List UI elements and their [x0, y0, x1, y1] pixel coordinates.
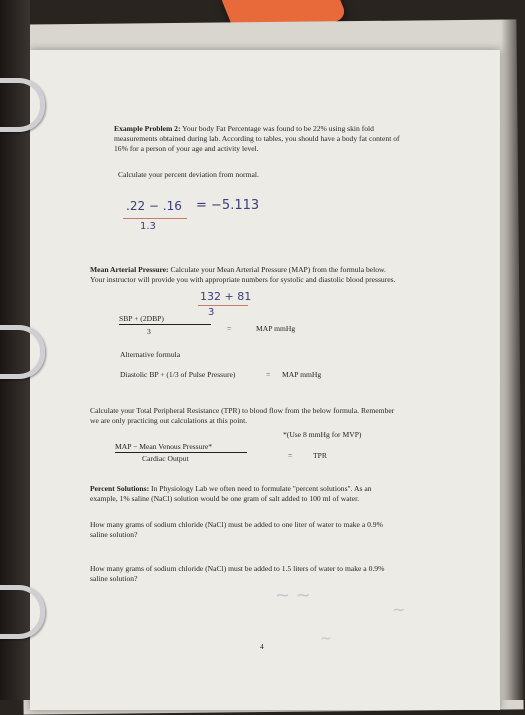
bleed-through-mark: ~ [320, 631, 332, 647]
map-paragraph [90, 265, 470, 285]
tpr-text-2: we are only practicing out calculations at this point. [90, 415, 248, 425]
example-problem-text-1: Your body Fat Percentage was found to be 22% using skin fold [180, 124, 374, 133]
bleed-through-mark: ~ ~ [275, 585, 311, 606]
map-result: MAP mmHg [256, 324, 296, 333]
percent-solutions-text-2: example, 1% saline (NaCl) solution would be one gram of salt added to 100 ml of water. [90, 493, 360, 503]
hand-denominator: 1.3 [140, 221, 156, 232]
map-label: Mean Arterial Pressure: [90, 265, 169, 274]
hand-result: = −5.113 [196, 198, 260, 213]
alt-formula: Diastolic BP + (1/3 of Pulse Pressure) [120, 370, 236, 379]
question-one-line-1: How many grams of sodium chloride (NaCl) must be added to one liter of water to make a 0.9% [90, 520, 383, 529]
page-number: 4 [260, 642, 264, 651]
example-problem-text-3: 16% for a person of your age and activity level. [114, 143, 259, 153]
question-two-line-2: saline solution? [90, 573, 138, 583]
example-problem-label: Example Problem 2: [114, 124, 181, 133]
right-edge-shadow [501, 0, 525, 700]
question-one-line-2: saline solution? [90, 529, 138, 539]
tpr-formula-numerator: MAP − Mean Venous Pressure* [115, 442, 247, 453]
map-formula-denominator: 3 [147, 327, 151, 336]
hand-bp-values: 132 + 81 [200, 290, 252, 303]
tpr-paragraph [90, 406, 470, 426]
percent-solutions-paragraph [90, 484, 470, 504]
bleed-through-mark: ~ [392, 600, 406, 619]
mvp-note: *(Use 8 mmHg for MVP) [283, 430, 362, 439]
hand-numerator: .22 − .16 [126, 199, 182, 213]
percent-solutions-text-1: In Physiology Lab we often need to formulate "percent solutions". As an [149, 484, 372, 493]
question-one [90, 520, 470, 540]
worksheet-page [30, 50, 500, 710]
alt-formula-label: Alternative formula [120, 350, 181, 359]
alt-equals: = [266, 370, 271, 379]
tpr-text-1: Calculate your Total Peripheral Resistance (TPR) to blood flow from the below formula. Remember [90, 406, 395, 415]
worksheet-content [30, 50, 500, 710]
example-problem-text-2: measurements obtained during lab. According to tables, you should have a body fat content of [114, 133, 400, 143]
hand-three: 3 [208, 307, 215, 318]
map-formula-numerator: SBP + (2DBP) [119, 314, 211, 325]
alt-result: MAP mmHg [282, 370, 322, 379]
tpr-formula-denominator: Cardiac Output [142, 454, 189, 463]
map-text-1: Calculate your Mean Arterial Pressure (MAP) from the formula below. [168, 265, 386, 274]
tpr-result: TPR [313, 451, 327, 460]
hand-bp-underline [198, 305, 248, 306]
percent-solutions-label: Percent Solutions: [90, 484, 150, 493]
question-two-line-1: How many grams of sodium chloride (NaCl) must be added to 1.5 liters of water to make a 0.9% [90, 564, 385, 573]
example-problem-paragraph [114, 124, 474, 154]
deviation-question: Calculate your percent deviation from normal. [118, 170, 259, 179]
map-equals: = [227, 324, 232, 333]
hand-fraction-line [123, 218, 187, 219]
tpr-equals: = [288, 451, 293, 460]
question-two [90, 564, 470, 584]
map-text-2: Your instructor will provide you with appropriate numbers for systolic and diastolic blood pressures. [90, 274, 396, 284]
